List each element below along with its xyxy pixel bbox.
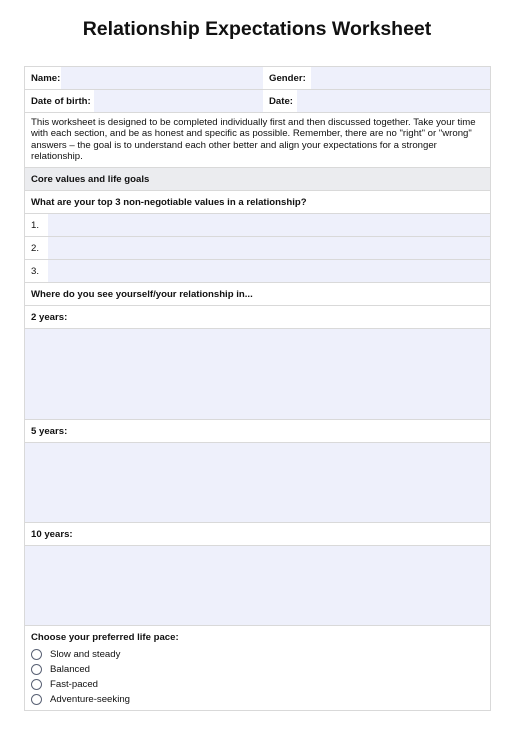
page-title: Relationship Expectations Worksheet <box>82 18 432 40</box>
two-years-field[interactable] <box>25 329 490 420</box>
value-field-2[interactable] <box>48 237 490 259</box>
value-field-1[interactable] <box>48 214 490 236</box>
radio-button[interactable] <box>31 649 42 660</box>
pace-option-balanced[interactable] <box>31 662 484 677</box>
radio-button[interactable] <box>31 679 42 690</box>
dob-field[interactable] <box>94 90 263 112</box>
name-label: Name: <box>25 67 61 89</box>
value-number: 3. <box>25 260 48 282</box>
radio-button[interactable] <box>31 664 42 675</box>
life-pace-section <box>25 626 490 710</box>
radio-button[interactable] <box>31 694 42 705</box>
dob-date-row <box>25 90 490 113</box>
pace-option-label: Balanced <box>50 664 91 675</box>
future-question: Where do you see yourself/your relationship in... <box>25 283 490 306</box>
life-pace-question: Choose your preferred life pace: <box>31 632 179 643</box>
ten-years-field[interactable] <box>25 546 490 626</box>
pace-option-label: Slow and steady <box>50 649 121 660</box>
name-gender-row <box>25 67 490 90</box>
value-row-2 <box>25 237 490 260</box>
gender-field[interactable] <box>311 67 490 89</box>
name-field[interactable] <box>61 67 263 89</box>
ten-years-label: 10 years: <box>25 523 490 546</box>
pace-option-label: Fast-paced <box>50 679 98 690</box>
values-question: What are your top 3 non-negotiable values in a relationship? <box>25 191 490 214</box>
pace-option-slow[interactable] <box>31 647 484 662</box>
pace-option-fast[interactable] <box>31 677 484 692</box>
date-field[interactable] <box>297 90 490 112</box>
pace-option-adventure[interactable] <box>31 692 484 707</box>
value-field-3[interactable] <box>48 260 490 282</box>
worksheet-form <box>24 66 491 711</box>
value-number: 2. <box>25 237 48 259</box>
gender-label: Gender: <box>263 67 311 89</box>
value-number: 1. <box>25 214 48 236</box>
value-row-1 <box>25 214 490 237</box>
two-years-label: 2 years: <box>25 306 490 329</box>
dob-label: Date of birth: <box>25 90 94 112</box>
pace-option-label: Adventure-seeking <box>50 694 130 705</box>
five-years-label: 5 years: <box>25 420 490 443</box>
intro-text: This worksheet is designed to be completed individually first and then discussed together. Take your time with each section, and be as honest and specific as possible. Remember, there are no "right" or "wrong" answers – the goal is to understand each other better and align your expectations for a stronger relationship. <box>25 113 490 168</box>
date-label: Date: <box>263 90 297 112</box>
value-row-3 <box>25 260 490 283</box>
five-years-field[interactable] <box>25 443 490 523</box>
section-heading: Core values and life goals <box>25 168 490 191</box>
